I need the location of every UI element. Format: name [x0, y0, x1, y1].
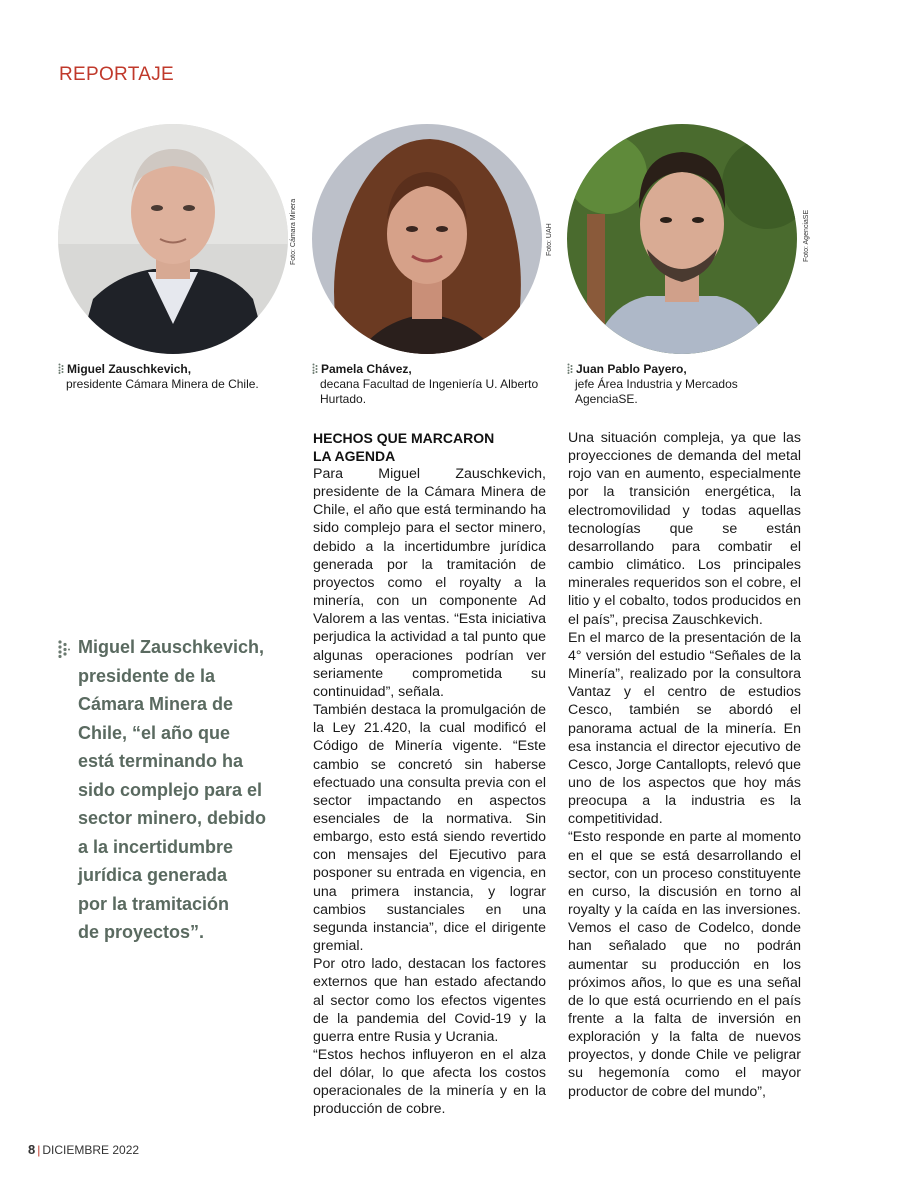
pull-quote-line: por la tramitación — [78, 893, 230, 914]
pull-quote-line: está terminando ha — [78, 751, 244, 771]
pull-quote-line: Cámara Minera de — [78, 694, 234, 714]
article-paragraph: Una situación compleja, ya que las proyecciones de demanda del metal rojo van en aumento, especialmente por la transición energética, la electromovilidad y todas aquellas tecnologías que se están desarrollando para combatir el cambio climático. Los principales minerales requeridos son el cobre, el litio y el cobalto, todos producidos en el país”, precisa Zauschkevich. — [568, 430, 801, 628]
caption-role: jefe Área Industria y Mercados — [575, 377, 738, 391]
pull-quote-line: sector minero, debido — [78, 808, 267, 828]
photo-caption-2 — [312, 362, 562, 407]
dots-marker-icon — [58, 363, 65, 374]
article-paragraph: Para Miguel Zauschkevich, presidente de la Cámara Minera de Chile, el año que está terminando ha sido complejo para el sector minero, debido a la incertidumbre jurídica generada por la tramitación de proyectos como el royalty a la minería, con un componente Ad Valorem a las ventas. “Esta iniciativa perjudica la actividad a tal punto que algunas operaciones podrían ver seriamente comprometida su continuidad”, señala. — [313, 466, 546, 700]
issue-date: DICIEMBRE 2022 — [42, 1143, 140, 1157]
caption-role: decana Facultad de Ingeniería U. Alberto — [320, 377, 539, 391]
pull-quote-line: sido complejo para el — [78, 779, 263, 800]
photo-credit-3: Foto: AgenciaSE — [803, 209, 810, 262]
pull-quote — [58, 633, 273, 947]
pull-quote-line: a la incertidumbre — [78, 836, 234, 857]
pull-quote-line: jurídica generada — [78, 865, 228, 885]
portrait-photo-3 — [567, 124, 797, 354]
article-heading: HECHOS QUE MARCARON LA AGENDA — [313, 430, 495, 464]
article-paragraph: Por otro lado, destacan los factores externos que han estado afectando al sector como los efectos vigentes de la pandemia del Covid-19 y la guerra entre Rusia y Ucrania. — [313, 956, 546, 1045]
article-paragraph: También destaca la promulgación de la Ley 21.420, la cual modificó el Código de Minería vigente. “Este cambio se concretó sin haberse efectuado una consulta previa con el sector impactando en aspectos esenciales de la normativa. Sin embargo, esto está siendo revertido con mensajes del Ejecutivo para posponer su entrada en vigencia, en una primera instancia, y lograr cambios sustanciales en una segunda instancia”, dice el dirigente gremial. — [313, 702, 546, 955]
caption-name: Pamela Chávez, — [321, 362, 412, 376]
pull-quote-line: de proyectos”. — [78, 922, 205, 942]
article-paragraph: En el marco de la presentación de la 4° versión del estudio “Señales de la Minería”, realizado por la consultora Vantaz y el centro de estudios Cesco, también se abordó el panorama actual de la minería. En esa instancia el director ejecutivo de Cesco, Jorge Cantallopts, relevó que uno de los aspectos que hoy más preocupa a la industria es la competitividad. — [568, 629, 801, 828]
article-column-2 — [568, 429, 801, 1101]
caption-role: Hurtado. — [320, 392, 367, 406]
section-label: REPORTAJE — [59, 64, 174, 85]
pull-quote-line: presidente de la — [78, 665, 216, 686]
article-paragraph: “Esto responde en parte al momento en el que se está desarrollando el sector, con un proceso constituyente en curso, la discusión en torno al royalty y la caída en las inversiones. Vemos el caso de Codelco, donde han señalado que no podrán aumentar su producción en los próximos años, lo que es una señal de lo que está ocurriendo en el país frente a la falta de inversión en exploración y la falta de nuevos proyectos, y donde Chile ve peligrar su hegemonía como el mayor productor de cobre del mundo”, — [568, 829, 801, 1100]
photo-caption-3 — [567, 362, 817, 407]
page-footer — [28, 1142, 139, 1157]
photo-credit-1: Foto: Cámara Minera — [290, 198, 297, 265]
article-paragraph: “Estos hechos influyeron en el alza del dólar, lo que afecta los costos operacionales de la minería y en la producción de cobre. — [313, 1047, 546, 1118]
portrait-image-3 — [567, 124, 797, 354]
caption-role: AgenciaSE. — [575, 392, 638, 406]
portrait-photo-1 — [58, 124, 288, 354]
dots-marker-icon — [312, 363, 319, 374]
caption-role: presidente Cámara Minera de Chile. — [66, 377, 259, 391]
dots-marker-icon — [567, 363, 574, 374]
caption-name: Miguel Zauschkevich, — [67, 362, 192, 376]
caption-name: Juan Pablo Payero, — [576, 362, 687, 376]
pull-quote-line: Miguel Zauschkevich, — [78, 637, 265, 657]
photo-caption-1 — [58, 362, 298, 392]
page-number: 8 — [28, 1142, 36, 1157]
article-column-1 — [313, 429, 546, 1119]
portrait-image-2 — [312, 124, 542, 354]
pull-quote-line: Chile, “el año que — [78, 722, 231, 743]
portrait-image-1 — [58, 124, 288, 354]
portrait-photo-2 — [312, 124, 542, 354]
photo-credit-2: Foto: UAH — [546, 223, 553, 256]
footer-separator: | — [37, 1143, 41, 1157]
